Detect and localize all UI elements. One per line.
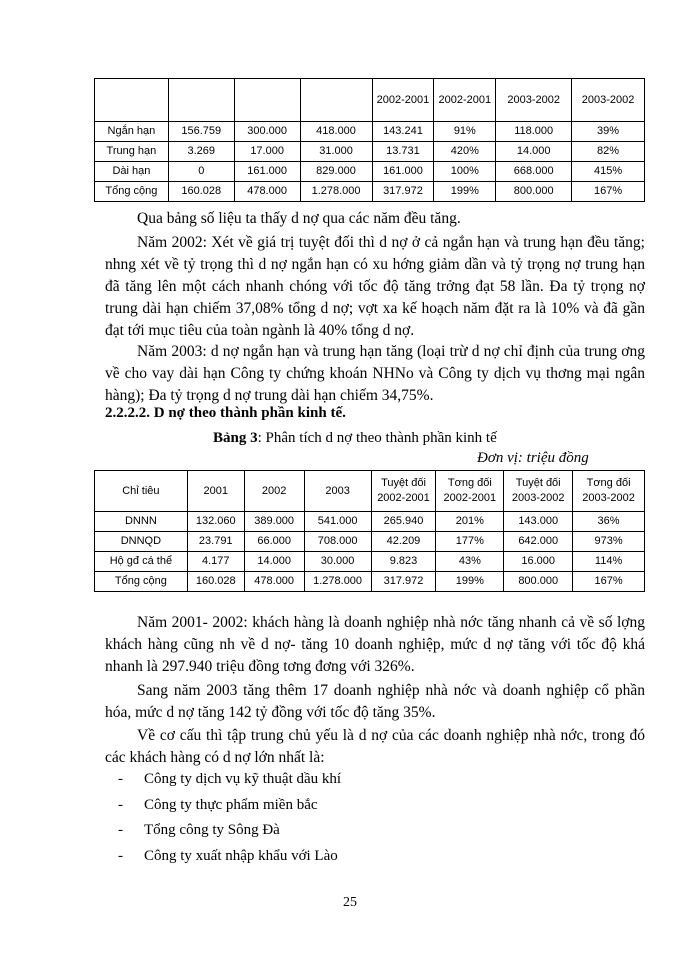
table-cell: 418.000 xyxy=(300,122,372,142)
table-cell: Tổng cộng xyxy=(95,182,169,202)
table-row xyxy=(95,142,645,162)
table-cell: 415% xyxy=(572,162,645,182)
table-header-cell: 2002-2001 xyxy=(372,79,434,122)
table-cell: DNNQD xyxy=(95,532,188,552)
table-cell: 161.000 xyxy=(234,162,300,182)
table-cell: 114% xyxy=(573,552,645,572)
table-header-cell: Tơng đối 2002-2001 xyxy=(436,471,504,512)
table-cell: 642.000 xyxy=(504,532,573,552)
table-cell: 100% xyxy=(434,162,496,182)
table-row xyxy=(95,552,645,572)
table-caption xyxy=(213,430,497,447)
table-cell: 118.000 xyxy=(496,122,572,142)
table-cell: 36% xyxy=(573,512,645,532)
table-header-cell xyxy=(95,79,169,122)
page-number: 25 xyxy=(343,895,357,910)
table-cell: 478.000 xyxy=(244,572,304,592)
table-cell: 82% xyxy=(572,142,645,162)
table-header-cell: Tuyệt đối 2003-2002 xyxy=(504,471,573,512)
table-cell: 91% xyxy=(434,122,496,142)
table-cell: 478.000 xyxy=(234,182,300,202)
table-header-cell: 2003-2002 xyxy=(572,79,645,122)
table-cell: 800.000 xyxy=(496,182,572,202)
table-cell: 177% xyxy=(436,532,504,552)
table-header-cell xyxy=(168,79,234,122)
table-cell: 265.940 xyxy=(371,512,436,532)
table-row xyxy=(95,122,645,142)
table-cell: 317.972 xyxy=(372,182,434,202)
table-cell: 66.000 xyxy=(244,532,304,552)
table-cell: 199% xyxy=(436,572,504,592)
table-cell: 17.000 xyxy=(234,142,300,162)
table-header-row xyxy=(95,471,645,512)
list-item-text: Công ty xuất nhập khẩu với Lào xyxy=(144,847,338,864)
list-item xyxy=(118,794,341,820)
table-cell: 132.060 xyxy=(187,512,244,532)
paragraph-structure: Về cơ cấu thì tập trung chủ yếu là d nợ của các doanh nghiệp nhà nớc, trong đó các khách hàng có d nợ lớn nhất là: xyxy=(105,727,645,766)
table-header-cell: Tơng đối 2003-2002 xyxy=(573,471,645,512)
table-cell: 973% xyxy=(573,532,645,552)
table-cell: 143.241 xyxy=(372,122,434,142)
table-cell: Hộ gđ cá thể xyxy=(95,552,188,572)
table-header-cell: Chỉ tiêu xyxy=(95,471,188,512)
list-item-text: Công ty dịch vụ kỹ thuật dầu khí xyxy=(144,771,342,787)
table-header-cell: Tuyệt đối 2002-2001 xyxy=(371,471,436,512)
top-customers-list xyxy=(118,768,341,870)
table-cell: 1.278.000 xyxy=(304,572,371,592)
table-cell: Ngắn hạn xyxy=(95,122,169,142)
table-row xyxy=(95,572,645,592)
table-cell: 43% xyxy=(436,552,504,572)
table-cell: 800.000 xyxy=(504,572,573,592)
table-header-cell: 2002 xyxy=(244,471,304,512)
table-cell: 0 xyxy=(168,162,234,182)
table-cell: 14.000 xyxy=(244,552,304,572)
list-item xyxy=(118,768,341,794)
economic-sector-table xyxy=(94,470,645,592)
bullet-dash: - xyxy=(118,822,123,838)
bullet-dash: - xyxy=(118,847,123,864)
table-row xyxy=(95,512,645,532)
bullet-dash: - xyxy=(118,796,123,813)
table-cell: 829.000 xyxy=(300,162,372,182)
table-cell: 708.000 xyxy=(304,532,371,552)
table-cell: 161.000 xyxy=(372,162,434,182)
paragraph-2001-2002: Năm 2001- 2002: khách hàng là doanh nghiệp nhà nớc tăng nhanh cả về số lợng khách hàng cũng nh về d nợ- tăng 10 doanh nghiệp, mức d nợ tăng với tốc độ khá nhanh là 297.940 triệu đồng tơng đơng với 326%. xyxy=(105,614,645,675)
table-row xyxy=(95,162,645,182)
table-cell: 420% xyxy=(434,142,496,162)
table-cell: 160.028 xyxy=(168,182,234,202)
table-header-cell xyxy=(300,79,372,122)
table-cell: 143.000 xyxy=(504,512,573,532)
list-item-text: Tổng công ty Sông Đà xyxy=(144,822,280,838)
table-cell: 317.972 xyxy=(371,572,436,592)
list-item xyxy=(118,819,341,845)
table-cell: 668.000 xyxy=(496,162,572,182)
table-cell: 541.000 xyxy=(304,512,371,532)
table-caption-text: : Phân tích d nợ theo thành phần kinh tế xyxy=(257,430,497,446)
table-caption-label: Bảng 3 xyxy=(213,430,258,446)
list-item xyxy=(118,845,341,871)
table-cell: 9.823 xyxy=(371,552,436,572)
table-cell: 42.209 xyxy=(371,532,436,552)
table-cell: 4.177 xyxy=(187,552,244,572)
table-header-cell: 2003-2002 xyxy=(496,79,572,122)
list-item-text: Công ty thực phẩm miền bắc xyxy=(144,796,318,813)
unit-label: Đơn vị: triệu đồng xyxy=(477,450,589,466)
paragraph-summary: Qua bảng số liệu ta thấy d nợ qua các năm đều tăng. xyxy=(137,210,461,227)
table-cell: 160.028 xyxy=(187,572,244,592)
table-cell: 167% xyxy=(573,572,645,592)
table-cell: 39% xyxy=(572,122,645,142)
table-cell: Dài hạn xyxy=(95,162,169,182)
table-header-cell: 2002-2001 xyxy=(434,79,496,122)
table-cell: Trung hạn xyxy=(95,142,169,162)
section-heading: 2.2.2.2. D nợ theo thành phần kinh tế. xyxy=(105,405,346,421)
table-header-cell: 2001 xyxy=(187,471,244,512)
table-cell: 156.759 xyxy=(168,122,234,142)
loan-term-table xyxy=(94,78,645,202)
table-cell: Tổng cộng xyxy=(95,572,188,592)
table-row xyxy=(95,182,645,202)
table-cell: 389.000 xyxy=(244,512,304,532)
table-cell: 1.278.000 xyxy=(300,182,372,202)
table-cell: 300.000 xyxy=(234,122,300,142)
table-header-cell: 2003 xyxy=(304,471,371,512)
table-cell: 167% xyxy=(572,182,645,202)
table-cell: 31.000 xyxy=(300,142,372,162)
table-cell: 3.269 xyxy=(168,142,234,162)
table-cell: 201% xyxy=(436,512,504,532)
table-cell: 30.000 xyxy=(304,552,371,572)
table-cell: DNNN xyxy=(95,512,188,532)
table-header-cell xyxy=(234,79,300,122)
paragraph-2002: Năm 2002: Xét về giá trị tuyệt đối thì d nợ ở cả ngắn hạn và trung hạn đều tăng; nhng xét về tỷ trọng thì d nợ ngắn hạn có xu hớng giảm dần và tỷ trọng nợ trung hạn đã tăng lên một cách nhanh chóng với tốc độ tăng trởng đạt 58 lần. Đa tỷ trọng nợ trung dài hạn chiếm 37,08% tổng d nợ; vợt xa kế hoạch năm đặt ra là 10% và đã gần đạt tới mục tiêu của toàn ngành là 40% tổng d nợ. xyxy=(105,234,645,339)
table-header-row xyxy=(95,79,645,122)
table-cell: 14.000 xyxy=(496,142,572,162)
table-cell: 16.000 xyxy=(504,552,573,572)
table-cell: 13.731 xyxy=(372,142,434,162)
table-cell: 23.791 xyxy=(187,532,244,552)
paragraph-sang-2003: Sang năm 2003 tăng thêm 17 doanh nghiệp nhà nớc và doanh nghiệp cổ phần hóa, mức d nợ tăng 142 tỷ đồng với tốc độ tăng 35%. xyxy=(105,682,645,721)
bullet-dash: - xyxy=(118,771,123,787)
paragraph-2003: Năm 2003: d nợ ngắn hạn và trung hạn tăng (loại trừ d nợ chỉ định của trung ơng về cho vay dài hạn Công ty chứng khoán NHNo và Công ty dịch vụ thơng mại ngân hàng); Đa tỷ trọng d nợ trung dài hạn chiếm 34,75%. xyxy=(105,343,645,404)
table-row xyxy=(95,532,645,552)
table-cell: 199% xyxy=(434,182,496,202)
